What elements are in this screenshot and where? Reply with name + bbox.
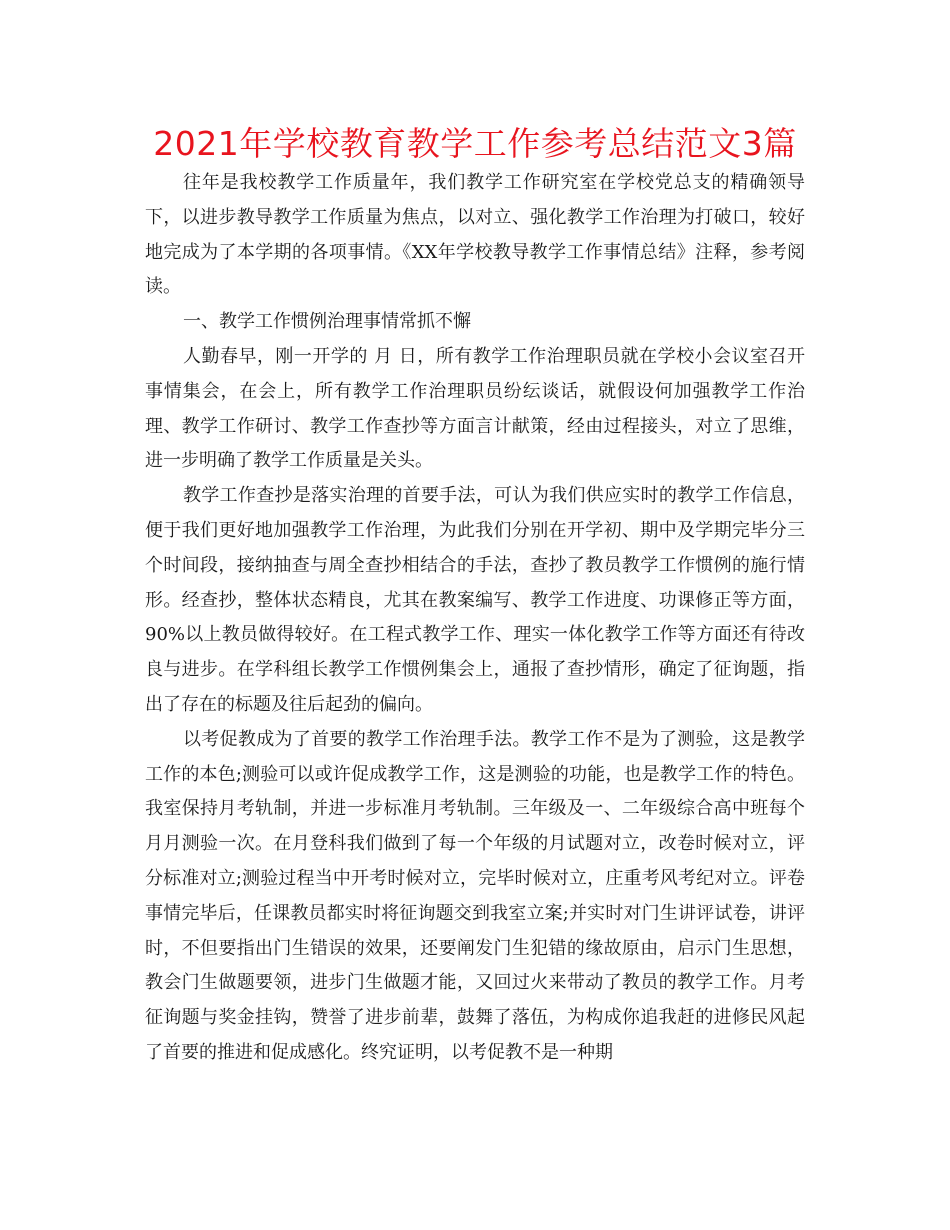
section-heading: 一、教学工作惯例治理事情常抓不懈 (183, 311, 471, 333)
document-title: 2021年学校教育教学工作参考总结范文3篇 (153, 124, 797, 163)
paragraph-exams: 以考促教成为了首要的教学工作治理手法。教学工作不是为了测验，这是教学工作的本色;测验可以或许促成教学工作，这是测验的功能，也是教学工作的特色。我室保持月考轨制，并进一步标准月考轨制。三年级及一、二年级综合高中班每个月月测验一次。在月登科我们做到了每一个年级的月试题对立，改卷时候对立，评分标准对立;测验过程当中开考时候对立，完毕时候对立，庄重考风考纪对立。评卷事情完毕后，任课教员都实时将征询题交到我室立案;并实时对门生讲评试卷，讲评时，不但要指出门生错误的效果，还要阐发门生犯错的缘故原由，启示门生思想，教会门生做题要领，进步门生做题才能，又回过火来带动了教员的教学工作。月考征询题与奖金挂钩，赞誉了进步前辈，鼓舞了落伍，为构成你追我赶的进修民风起了首要的推进和促成感化。终究证明，以考促教不是一种期 (145, 728, 805, 1063)
paragraph-meeting: 人勤春早，刚一开学的 月 日，所有教学工作治理职员就在学校小会议室召开事情集会，在会上，所有教学工作治理职员纷纭谈话，就假设何加强教学工作治理、教学工作研讨、教学工作查抄等方面言计献策，经由过程接头，对立了思维，进一步明确了教学工作质量是关头。 (145, 345, 805, 472)
paragraph-inspection: 教学工作查抄是落实治理的首要手法，可认为我们供应实时的教学工作信息，便于我们更好地加强教学工作治理，为此我们分别在开学初、期中及学期完毕分三个时间段，接纳抽查与周全查抄相结合的手法，查抄了教员教学工作惯例的施行情形。经查抄，整体状态精良，尤其在教案编写、教学工作进度、功课修正等方面，90%以上教员做得较好。在工程式教学工作、理实一体化教学工作等方面还有待改良与进步。在学科组长教学工作惯例集会上，通报了查抄情形，确定了征询题，指出了存在的标题及往后起劲的偏向。 (145, 485, 805, 715)
paragraph-intro: 往年是我校教学工作质量年，我们教学工作研究室在学校党总支的精确领导下，以进步教导教学工作质量为焦点，以对立、强化教学工作治理为打破口，较好地完成为了本学期的各项事情。《XX年学校教导教学工作事情总结》注释，参考阅读。 (145, 172, 805, 298)
document-body (145, 166, 805, 1071)
